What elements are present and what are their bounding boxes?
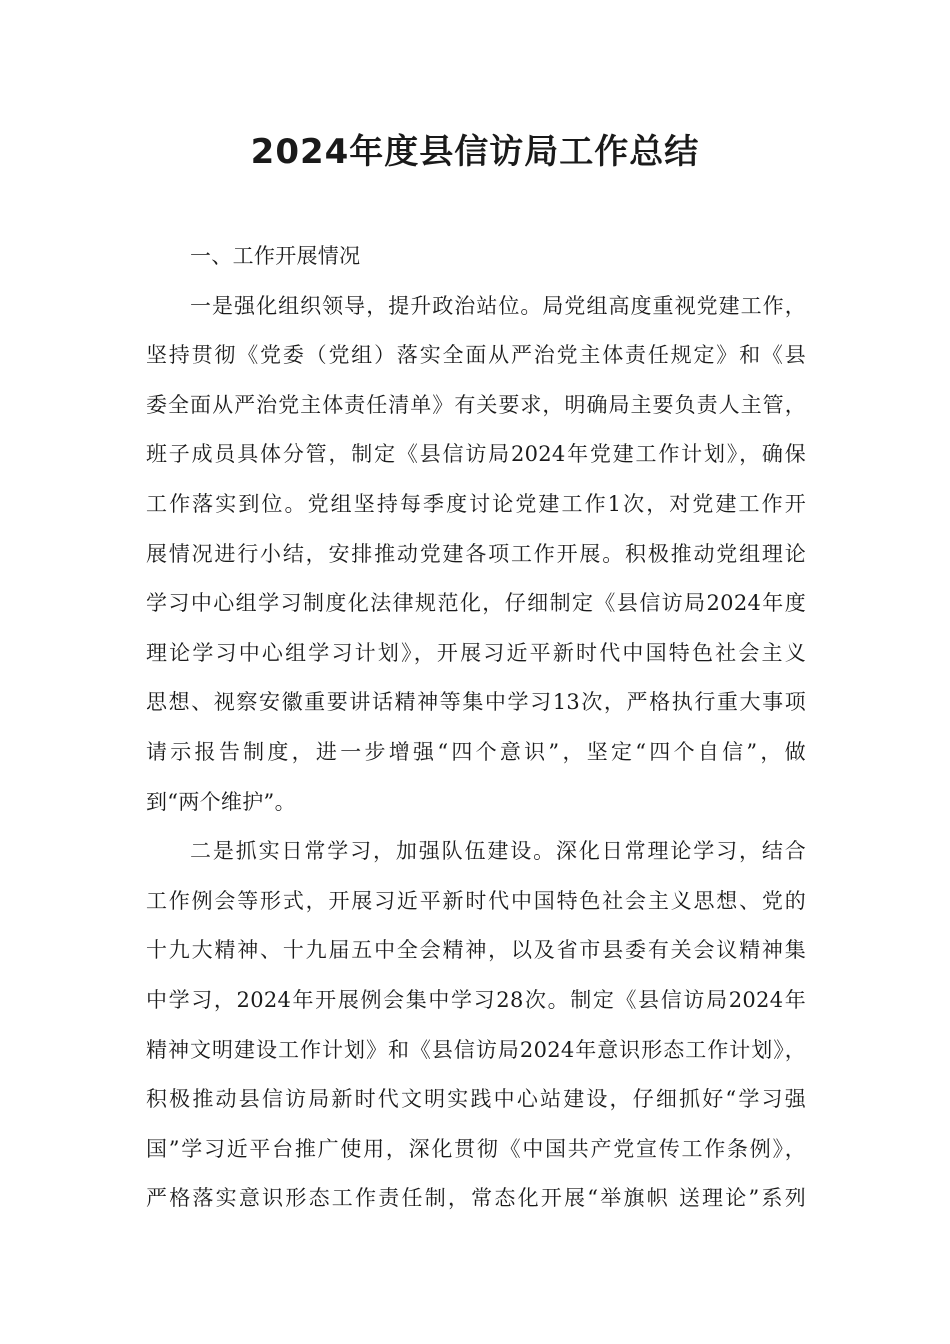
paragraph-line: 中学习，2024年开展例会集中学习28次。制定《县信访局2024年 xyxy=(146,987,806,1012)
paragraph-line: 工作落实到位。党组坚持每季度讨论党建工作1次，对党建工作开 xyxy=(146,491,806,516)
paragraph-line: 班子成员具体分管，制定《县信访局2024年党建工作计划》，确保 xyxy=(146,442,806,467)
paragraph-line: 委全面从严治党主体责任清单》有关要求，明确局主要负责人主管， xyxy=(146,392,806,417)
paragraph-line: 思想、视察安徽重要讲话精神等集中学习13次，严格执行重大事项 xyxy=(146,690,806,715)
paragraph-line: 展情况进行小结，安排推动党建各项工作开展。积极推动党组理论 xyxy=(146,541,806,566)
paragraph-line: 一是强化组织领导，提升政治站位。局党组高度重视党建工作， xyxy=(190,293,806,318)
document-title: 2024年度县信访局工作总结 xyxy=(250,132,700,172)
paragraph-line: 请示报告制度，进一步增强“四个意识”，坚定“四个自信”，做 xyxy=(146,739,806,764)
paragraph-2 xyxy=(146,827,806,1224)
paragraph-line: 理论学习中心组学习计划》，开展习近平新时代中国特色社会主义 xyxy=(146,640,806,665)
section-heading: 一、工作开展情况 xyxy=(190,244,361,268)
document-body xyxy=(146,232,806,1224)
paragraph-line: 积极推动县信访局新时代文明实践中心站建设，仔细抓好“学习强 xyxy=(146,1087,806,1112)
paragraph-line: 国”学习近平台推广使用，深化贯彻《中国共产党宣传工作条例》， xyxy=(146,1136,806,1161)
paragraph-line: 十九大精神、十九届五中全会精神，以及省市县委有关会议精神集 xyxy=(146,938,806,963)
paragraph-line: 学习中心组学习制度化法律规范化，仔细制定《县信访局2024年度 xyxy=(146,591,806,616)
paragraph-line: 到“两个维护”。 xyxy=(146,789,296,814)
paragraph-line: 严格落实意识形态工作责任制，常态化开展“举旗帜 送理论”系列 xyxy=(146,1186,806,1211)
paragraph-line: 二是抓实日常学习，加强队伍建设。深化日常理论学习，结合 xyxy=(190,839,806,864)
paragraph-line: 工作例会等形式，开展习近平新时代中国特色社会主义思想、党的 xyxy=(146,888,806,913)
paragraph-line: 精神文明建设工作计划》和《县信访局2024年意识形态工作计划》， xyxy=(146,1037,806,1062)
paragraph-line: 坚持贯彻《党委（党组）落实全面从严治党主体责任规定》和《县 xyxy=(146,343,806,368)
paragraph-1 xyxy=(146,282,806,828)
